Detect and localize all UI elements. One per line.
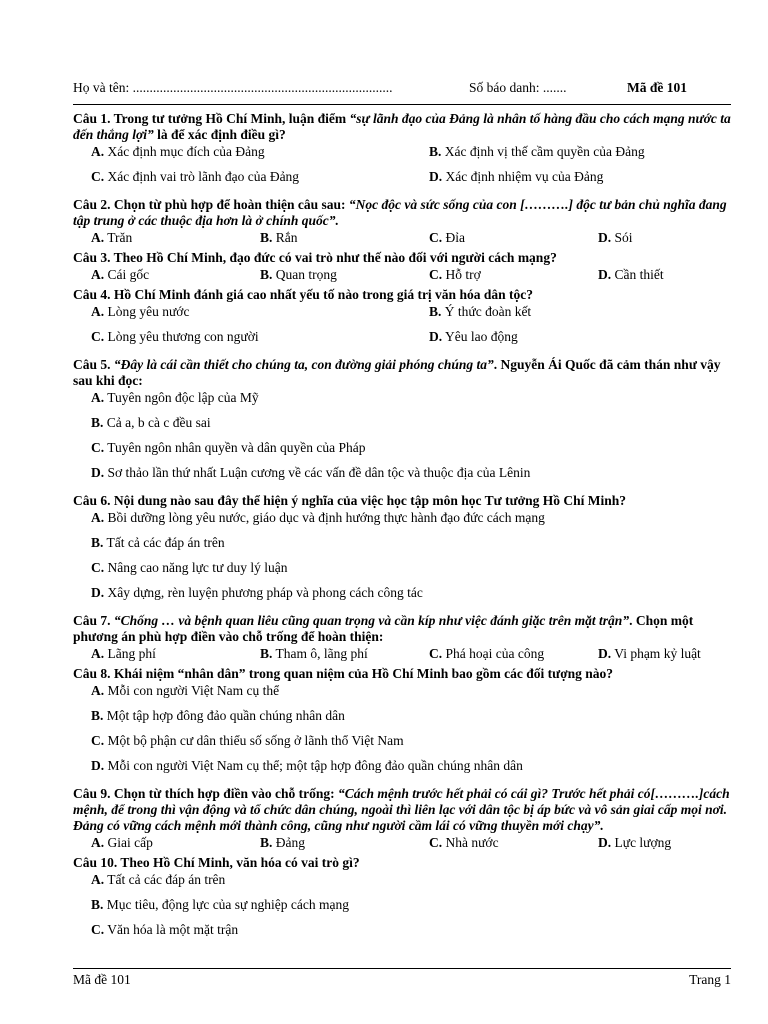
option-letter: B. (91, 708, 104, 723)
option-letter: A. (91, 390, 105, 405)
answer-option-a[interactable] (91, 871, 731, 888)
question-text: Nội dung nào sau đây thể hiện ý nghĩa của việc học tập môn học Tư tưởng Hồ Chí Minh? (110, 493, 627, 508)
answer-option-d[interactable] (91, 464, 731, 481)
question-number: Câu 1. (73, 111, 111, 126)
question-1 (73, 111, 731, 193)
option-letter: D. (91, 465, 105, 480)
answer-option-b[interactable] (260, 834, 429, 851)
question-text: Chọn từ thích hợp điền vào chỗ trống: (110, 786, 338, 801)
option-text: Tất cả các đáp án trên (103, 535, 225, 550)
option-text: Tham ô, lãng phí (272, 646, 368, 661)
option-text: Lòng yêu nước (104, 304, 190, 319)
question-quote: “sự lãnh đạo của Đảng là nhân tố hàng đầu cho cách mạng nước ta đến thắng lợi” (73, 111, 731, 142)
footer-page-number: Trang 1 (689, 972, 731, 987)
option-text: Hỗ trợ (442, 267, 481, 282)
answer-options (73, 682, 731, 782)
question-number: Câu 10. (73, 855, 118, 870)
question-9 (73, 786, 731, 851)
question-number: Câu 5. (73, 357, 111, 372)
option-text: Tuyên ngôn nhân quyền và dân quyền của Pháp (104, 440, 366, 455)
answer-option-c[interactable] (91, 439, 731, 456)
option-letter: A. (91, 646, 105, 661)
option-text: Đảng (272, 835, 306, 850)
answer-option-a[interactable] (91, 389, 731, 406)
option-letter: D. (598, 646, 612, 661)
footer-exam-code: Mã đề 101 (73, 972, 131, 987)
question-2 (73, 197, 731, 246)
question-number: Câu 7. (73, 613, 111, 628)
question-stem (73, 197, 731, 229)
option-text: Văn hóa là một mặt trận (104, 922, 239, 937)
option-text: Mục tiêu, động lực của sự nghiệp cách mạng (103, 897, 349, 912)
option-text: Xây dựng, rèn luyện phương pháp và phong cách công tác (104, 585, 423, 600)
option-letter: A. (91, 144, 105, 159)
answer-options (73, 871, 731, 946)
option-letter: D. (91, 758, 105, 773)
question-list (73, 111, 731, 946)
option-letter: C. (91, 329, 105, 344)
answer-options (73, 143, 731, 193)
answer-option-c[interactable] (429, 266, 598, 283)
option-letter: C. (429, 230, 443, 245)
option-text: Tuyên ngôn độc lập của Mỹ (104, 390, 259, 405)
option-letter: D. (91, 585, 105, 600)
option-letter: B. (260, 646, 273, 661)
question-stem (73, 855, 731, 871)
answer-option-a[interactable] (91, 303, 429, 320)
option-text: Ý thức đoàn kết (441, 304, 532, 319)
option-letter: B. (260, 267, 273, 282)
option-text: Xác định vai trò lãnh đạo của Đảng (104, 169, 300, 184)
question-7 (73, 613, 731, 662)
option-text: Mỗi con người Việt Nam cụ thể; một tập hợp đông đảo quần chúng nhân dân (104, 758, 523, 773)
question-quote: “Cách mệnh trước hết phải có cái gì? Trước hết phải có[……….]cách mệnh, để trong thì vận động và tổ chức dân chúng, ngoài thì liên lạc với dân tộc bị áp bức và vô sản giai cấp mọi nơi. Đảng có vững cách mệnh mới thành công, cũng như người cầm lái có vững thuyền mới chạy”. (73, 786, 730, 833)
option-text: Cả a, b cà c đều sai (103, 415, 211, 430)
answer-option-d[interactable] (598, 266, 731, 283)
question-number: Câu 2. (73, 197, 111, 212)
answer-option-c[interactable] (91, 921, 731, 938)
question-text: Trong tư tưởng Hồ Chí Minh, luận điểm (110, 111, 350, 126)
option-text: Bồi dưỡng lòng yêu nước, giáo dục và định hướng thực hành đạo đức cách mạng (104, 510, 545, 525)
question-number: Câu 8. (73, 666, 111, 681)
answer-option-a[interactable] (91, 645, 260, 662)
question-text: Hồ Chí Minh đánh giá cao nhất yếu tố nào trong giá trị văn hóa dân tộc? (110, 287, 533, 302)
answer-option-c[interactable] (429, 229, 598, 246)
question-stem (73, 493, 731, 509)
answer-option-b[interactable] (260, 645, 429, 662)
option-letter: A. (91, 267, 105, 282)
option-letter: D. (598, 835, 612, 850)
answer-option-b[interactable] (91, 896, 731, 913)
question-text-tail: . Chọn một phương án phù hợp điền vào chỗ trống để hoàn thiện: (73, 613, 694, 644)
answer-option-a[interactable] (91, 266, 260, 283)
option-letter: B. (91, 535, 104, 550)
option-text: Vi phạm kỷ luật (611, 646, 701, 661)
option-text: Xác định vị thế cầm quyền của Đảng (441, 144, 645, 159)
option-letter: C. (91, 733, 105, 748)
question-stem (73, 250, 731, 266)
answer-option-d[interactable] (598, 834, 731, 851)
answer-options (73, 509, 731, 609)
question-number: Câu 6. (73, 493, 111, 508)
answer-option-c[interactable] (91, 732, 731, 749)
question-text: Theo Hồ Chí Minh, văn hóa có vai trò gì? (117, 855, 360, 870)
question-text-tail: . Nguyễn Ái Quốc đã cảm thán như vậy sau khi đọc: (73, 357, 721, 388)
option-letter: A. (91, 872, 105, 887)
option-text: Phá hoại của công (442, 646, 545, 661)
answer-option-c[interactable] (91, 328, 429, 345)
option-text: Lực lượng (611, 835, 672, 850)
option-letter: D. (429, 169, 443, 184)
option-text: Mỗi con người Việt Nam cụ thể (104, 683, 280, 698)
option-letter: A. (91, 835, 105, 850)
page-footer (73, 968, 731, 988)
answer-option-b[interactable] (91, 707, 731, 724)
option-text: Đỉa (442, 230, 465, 245)
question-4 (73, 287, 731, 353)
option-text: Nâng cao năng lực tư duy lý luận (104, 560, 288, 575)
question-number: Câu 4. (73, 287, 111, 302)
answer-option-b[interactable] (260, 266, 429, 283)
answer-option-c[interactable] (91, 559, 731, 576)
option-text: Tất cả các đáp án trên (104, 872, 226, 887)
option-letter: B. (429, 144, 442, 159)
question-text-tail: là để xác định điều gì? (153, 127, 286, 142)
option-text: Cái gốc (104, 267, 150, 282)
option-text: Lãng phí (104, 646, 156, 661)
answer-option-b[interactable] (91, 534, 731, 551)
answer-option-d[interactable] (91, 584, 731, 601)
option-text: Một tập hợp đông đảo quần chúng nhân dân (103, 708, 345, 723)
option-letter: D. (598, 267, 612, 282)
question-3 (73, 250, 731, 283)
question-8 (73, 666, 731, 782)
option-letter: B. (429, 304, 442, 319)
option-letter: C. (91, 169, 105, 184)
option-letter: C. (429, 835, 443, 850)
option-letter: A. (91, 304, 105, 319)
question-text: Khái niệm “nhân dân” trong quan niệm của Hồ Chí Minh bao gồm các đối tượng nào? (110, 666, 614, 681)
answer-option-d[interactable] (598, 645, 731, 662)
option-letter: C. (91, 440, 105, 455)
option-letter: C. (429, 267, 443, 282)
exam-header (73, 80, 731, 105)
answer-option-a[interactable] (91, 229, 260, 246)
option-letter: A. (91, 683, 105, 698)
question-5 (73, 357, 731, 489)
option-text: Sói (611, 230, 633, 245)
question-number: Câu 9. (73, 786, 111, 801)
exam-page (73, 80, 731, 946)
answer-option-a[interactable] (91, 682, 731, 699)
option-letter: C. (91, 560, 105, 575)
option-text: Quan trọng (272, 267, 337, 282)
question-stem (73, 287, 731, 303)
answer-options (73, 834, 731, 851)
option-text: Xác định nhiệm vụ của Đảng (442, 169, 604, 184)
answer-option-d[interactable] (429, 328, 731, 345)
option-text: Cần thiết (611, 267, 664, 282)
question-10 (73, 855, 731, 946)
option-letter: A. (91, 510, 105, 525)
answer-options (73, 229, 731, 246)
option-letter: D. (598, 230, 612, 245)
option-text: Trăn (104, 230, 133, 245)
question-quote: “Nọc độc và sức sống của con [……….] độc tư bản chủ nghĩa đang tập trung ở các thuộc địa hơn là ở chính quốc”. (73, 197, 727, 228)
option-letter: B. (91, 897, 104, 912)
option-letter: C. (429, 646, 443, 661)
option-text: Nhà nước (442, 835, 499, 850)
option-text: Giai cấp (104, 835, 153, 850)
question-number: Câu 3. (73, 250, 111, 265)
option-text: Xác định mục đích của Đảng (104, 144, 265, 159)
question-stem (73, 786, 731, 834)
question-stem (73, 111, 731, 143)
option-text: Sơ thảo lần thứ nhất Luận cương về các vấn đề dân tộc và thuộc địa của Lênin (104, 465, 531, 480)
option-letter: B. (260, 835, 273, 850)
answer-option-b[interactable] (429, 303, 731, 320)
option-text: Một bộ phận cư dân thiểu số sống ở lãnh thổ Việt Nam (104, 733, 404, 748)
option-text: Yêu lao động (442, 329, 518, 344)
question-6 (73, 493, 731, 609)
answer-option-c[interactable] (429, 834, 598, 851)
student-name-field: Họ và tên: ............................................................................. (73, 80, 393, 95)
question-quote: “Chống … và bệnh quan liêu cũng quan trọng và cần kíp như việc đánh giặc trên mặt trận” (113, 613, 630, 628)
option-text: Rắn (272, 230, 298, 245)
answer-option-d[interactable] (598, 229, 731, 246)
answer-options (73, 389, 731, 489)
question-text: Theo Hồ Chí Minh, đạo đức có vai trò như thế nào đối với người cách mạng? (110, 250, 557, 265)
option-letter: D. (429, 329, 443, 344)
question-stem (73, 357, 731, 389)
answer-options (73, 645, 731, 662)
answer-option-a[interactable] (91, 834, 260, 851)
option-text: Lòng yêu thương con người (104, 329, 259, 344)
answer-option-c[interactable] (429, 645, 598, 662)
answer-option-b[interactable] (260, 229, 429, 246)
answer-options (73, 303, 731, 353)
exam-code: Mã đề 101 (627, 80, 687, 95)
answer-option-a[interactable] (91, 509, 731, 526)
answer-option-d[interactable] (429, 168, 731, 185)
option-letter: A. (91, 230, 105, 245)
question-quote: “Đây là cái cần thiết cho chúng ta, con đường giải phóng chúng ta” (113, 357, 494, 372)
answer-option-a[interactable] (91, 143, 429, 160)
option-letter: B. (91, 415, 104, 430)
question-stem (73, 613, 731, 645)
question-text: Chọn từ phù hợp để hoàn thiện câu sau: (110, 197, 349, 212)
option-letter: B. (260, 230, 273, 245)
answer-option-c[interactable] (91, 168, 429, 185)
answer-options (73, 266, 731, 283)
candidate-number-field: Số báo danh: ....... (469, 80, 567, 95)
answer-option-d[interactable] (91, 757, 731, 774)
option-letter: C. (91, 922, 105, 937)
answer-option-b[interactable] (91, 414, 731, 431)
answer-option-b[interactable] (429, 143, 731, 160)
question-stem (73, 666, 731, 682)
